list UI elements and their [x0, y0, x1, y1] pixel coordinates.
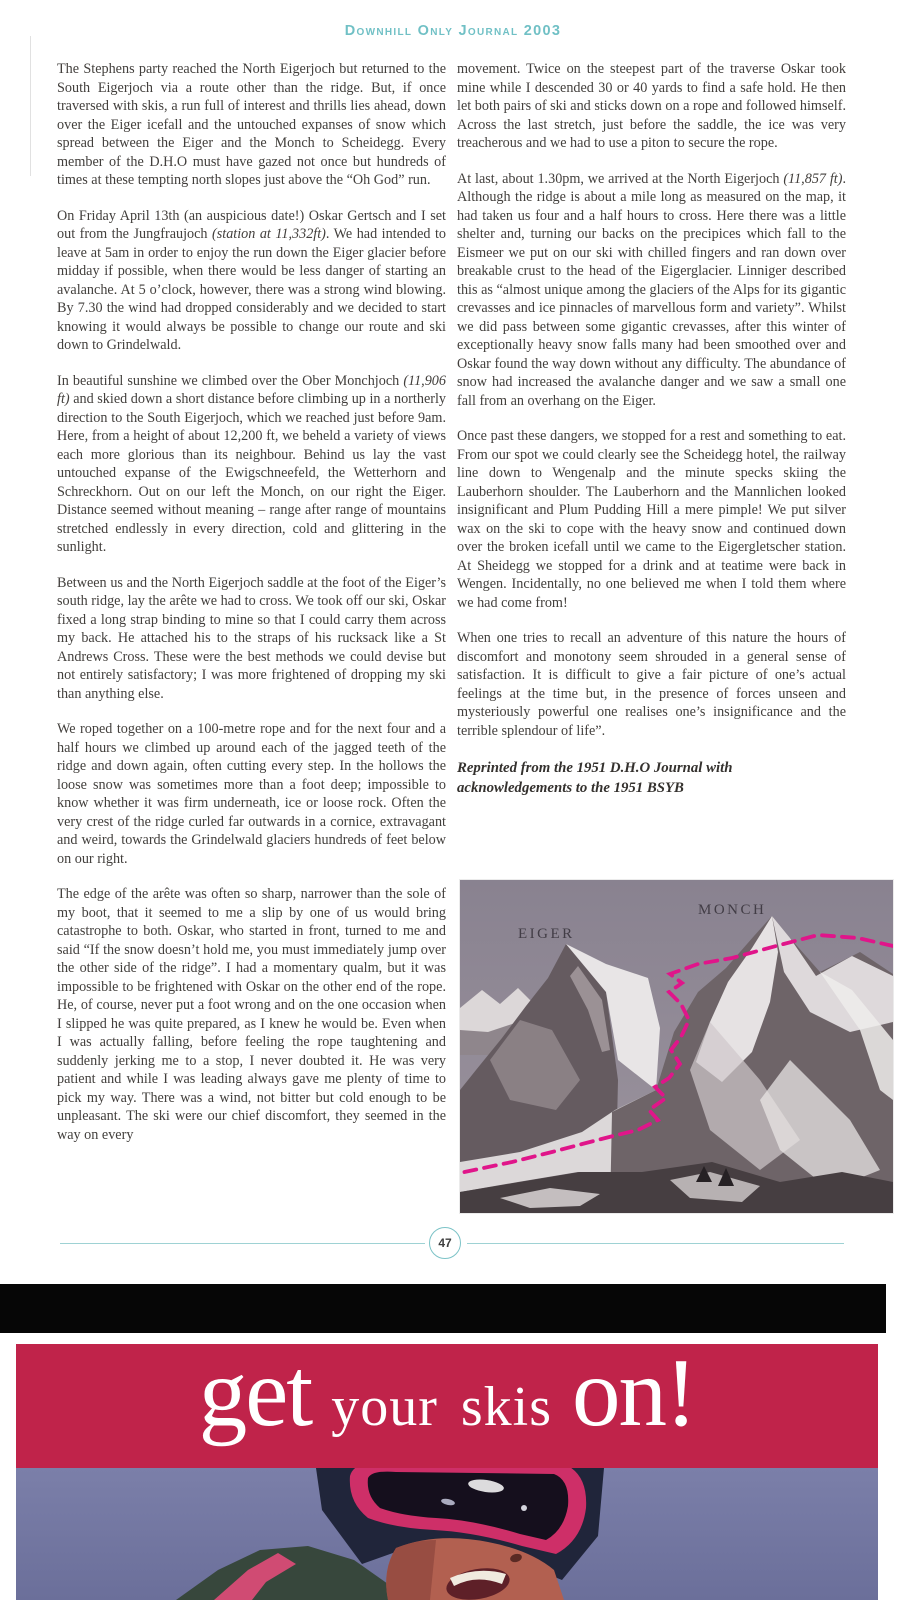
photo-label-monch: MONCH — [698, 902, 767, 918]
paragraph-text-segment: Between us and the North Eigerjoch saddle at the foot of the Eiger’s south ridge, lay the arête we had to cross. We took off our ski, Oskar fixed a long strap binding to mine so that I could carry them across my back. He attached his to the straps of his rucksack like a St Andrews Cross. These were the best methods we could devise but not entirely satisfactory; I was more frightened of dropping my ski than anything else. — [57, 574, 446, 702]
paragraph-text-segment: On Friday April 13th (an auspicious date!) Oskar Gertsch and I set out from the Jungfraujoch — [57, 207, 446, 242]
page-number-badge — [429, 1227, 461, 1259]
lens-highlight-3 — [521, 1505, 527, 1511]
eiger-monch-route-photo — [460, 880, 893, 1213]
paragraph-text-segment: In beautiful sunshine we climbed over the Ober Monchjoch — [57, 372, 404, 389]
paragraph-text-segment: movement. Twice on the steepest part of the traverse Oskar took mine while I descended 30 or 40 yards to find a safe hold. He then let both pairs of ski and sticks down on a rope and followed himself. Across the last stretch, just before the saddle, the ice was very treacherous and we had to use a piton to secure the rope. — [457, 61, 846, 151]
article-paragraph — [457, 629, 846, 740]
page-separator-band — [0, 1284, 886, 1333]
footer-rule-right — [467, 1243, 844, 1244]
advert-banner — [16, 1344, 878, 1600]
paragraph-text-segment: Once past these dangers, we stopped for a rest and something to eat. From our spot we could clearly see the Scheidegg hotel, the railway line down to Wengenalp and the minute specks skiing the Lauberhorn shoulder. The Lauberhorn and the Mannlichen looked insignificant and Plum Pudding Hill a mere pimple! We put silver wax on the ski to cope with the heavy snow and continued down over the broken icefall until we came to the Eigergletscher station. At Sheidegg we stopped for a drink and at teatime were back in Wengen. Incidentally, no one believed me when I told them where we had come from! — [457, 428, 846, 611]
paragraph-italic-segment: (11,906 ft) — [57, 372, 446, 407]
photo-label-eiger: EIGER — [518, 926, 575, 942]
advert-red-panel — [16, 1344, 878, 1468]
article-paragraph — [57, 372, 446, 557]
paragraph-text-segment: and skied down a short distance before climbing up in a northerly direction to the South Eigerjoch, which we reached just before 9am. Here, from a height of about 12,200 ft, we beheld a variety of views each more glorious than its neighbour. Behind us lay the vast untouched expanse of the Ewigschneefeld, the Wetterhorn and Schreckhorn. Out on our left the Monch, on our right the Eiger. Distance seemed without meaning – range after range of mountains stretched endlessly in every direction, cold and glittering in the sunlight. — [57, 391, 446, 555]
paragraph-italic-segment: (station at 11,332ft) — [212, 226, 326, 242]
article-right-column — [457, 60, 846, 813]
article-paragraph — [457, 427, 846, 612]
article-paragraph — [457, 170, 846, 411]
advert-skier-photo — [16, 1468, 878, 1600]
article-paragraph — [57, 60, 446, 190]
paragraph-text-segment: When one tries to recall an adventure of this nature the hours of discomfort and monotony seem shrouded in a general sense of satisfaction. It is difficult to give a fair picture of one’s actual feelings at the time but, in the presence of forces unseen and mysteriously powerful one realises one’s insignificance and the terrible splendour of life”. — [457, 630, 846, 739]
paragraph-text-segment: We roped together on a 100-metre rope and for the next four and a half hours we climbed up around each of the jagged teeth of the ridge and down again, often cutting every step. In the hollows the loose snow was sometimes more than a foot deep; impossible to know whether it was firm underneath, ice or loose rock. Often the very crest of the ridge curled far outwards in a cornice, extravagant and weird, towards the Grindelwald glaciers hundreds of feet below on our right. — [57, 721, 446, 867]
article-paragraph — [57, 207, 446, 355]
article-left-column — [57, 60, 446, 1161]
journal-header-title: Downhill Only Journal 2003 — [344, 23, 562, 39]
paragraph-text-segment: . Although the ridge is about a mile long as measured on the map, it had taken us four and a half hours to cross. Here there was a little shelter and, turning our backs on the precipices which fall to the Eismeer we put on our ski with chilled fingers and ran down over breakable crust to the head of the Eigerglacier. Linniger described this as “almost unique among the glaciers of the Alps for its gigantic crevasses and ice pinnacles of marvellous form and variety”. Whilst we did pass between some gigantic crevasses, after this winter of exceptionally heavy snow falls many had been smoothed over and Oskar found the way down without any difficulty. The abundance of snow had increased the avalanche danger and we saw a small one fall from an overhang on the Eiger. — [457, 170, 847, 409]
mountain-photo-graphic — [460, 880, 893, 1213]
article-paragraph — [457, 60, 846, 153]
paragraph-text-segment: At last, about 1.30pm, we arrived at the North Eigerjoch — [457, 170, 784, 187]
paragraph-text-segment: . We had intended to leave at 5am in order to enjoy the run down the Eiger glacier before midday if possible, when there would be less danger of starting an avalanche. At 5 o’clock, however, there was a strong wind blowing. By 7.30 the wind had dropped considerably and we decided to start knowing it would always be possible to change our route and ski down to Grindelwald. — [57, 226, 447, 353]
reprint-attribution: Reprinted from the 1951 D.H.O Journal with acknowledgements to the 1951 BSYB — [457, 760, 733, 796]
paragraph-italic-segment: (11,857 ft) — [783, 170, 843, 187]
skier-graphic — [16, 1468, 878, 1600]
footer-rule-left — [60, 1243, 425, 1244]
article-paragraph — [57, 574, 446, 704]
advert-headline-your-skis: your skis — [331, 1376, 552, 1438]
article-paragraph — [57, 885, 446, 1144]
advert-headline-get: get — [198, 1344, 312, 1446]
scanned-page-edge — [30, 36, 31, 176]
paragraph-text-segment: The Stephens party reached the North Eigerjoch but returned to the South Eigerjoch via a route other than the ridge. But, if once traversed with skis, a run full of interest and thrills lies ahead, down over the Eiger icefall and the untouched expanses of snow which spread between the Eiger and the Monch to Scheidegg. Every member of the D.H.O must have gazed not once but hundreds of times at these tempting north slopes just above the “Oh God” run. — [57, 61, 446, 188]
article-paragraph — [57, 720, 446, 868]
paragraph-text-segment: The edge of the arête was often so sharp, narrower than the sole of my boot, that it seemed to me a slip by one of us would bring catastrophe to both. Oskar, who started in front, turned to me and said “If the snow doesn’t hold me, you must immediately jump over the other side of the ridge”. I had a momentary qualm, but it was impossible to be frightened with Oskar on the other end of the rope. He, of course, never put a foot wrong and on the one occasion when I slipped he was quite prepared, as I knew he would be. Even when I was actually falling, before feeling the rope taughtening and suddenly jerking me to a stop, I never doubted it. He was very patient and while I was leading always gave me plenty of time to pick my way. There was a wind, not bitter but cold enough to be unpleasant. The ski were our chief discomfort, they seemed in the way on every — [57, 886, 446, 1143]
page-number: 47 — [438, 1236, 452, 1250]
advert-headline-on: on! — [572, 1344, 696, 1446]
